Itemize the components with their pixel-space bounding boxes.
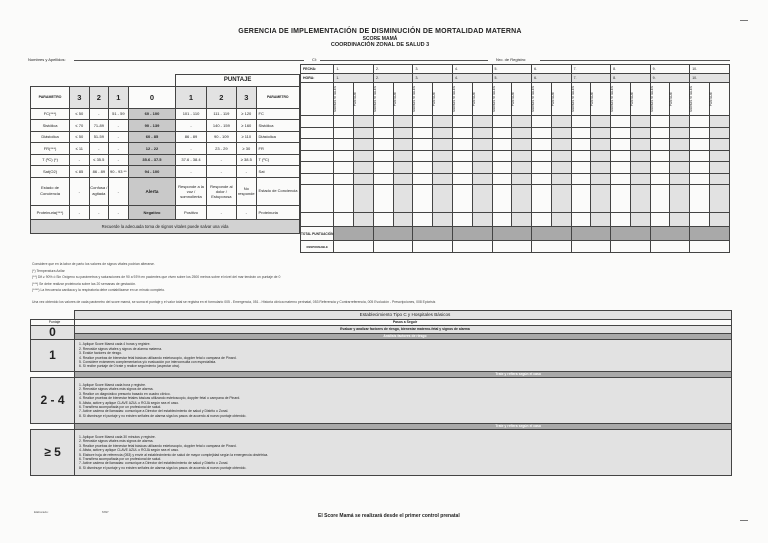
fecha-col-2[interactable]: 2. bbox=[373, 65, 413, 74]
cell: - bbox=[206, 154, 236, 166]
responsable-cell[interactable] bbox=[492, 241, 532, 253]
steps-score-1 bbox=[75, 340, 732, 372]
row-sistolica bbox=[31, 120, 300, 132]
cell: - bbox=[89, 108, 109, 120]
record-label: Nro. de Registro: bbox=[496, 57, 527, 62]
cell-normal: Alerta bbox=[128, 177, 176, 205]
evaluar-label: Evaluar y analizar factores de riesgo, bienestar materno-fetal y signos de alarma bbox=[75, 326, 732, 334]
parametro-header: PARAMETRO bbox=[31, 86, 70, 108]
cell: 140 - 159 bbox=[206, 120, 236, 132]
ci-field[interactable] bbox=[320, 60, 488, 61]
cell: ≥ 38.5 bbox=[237, 154, 257, 166]
pasos-label: Pasos a Seguir bbox=[75, 320, 732, 326]
param-label-right: FC bbox=[256, 108, 299, 120]
score-1-label: 1 bbox=[31, 340, 75, 372]
traslado-label: Trate y refiera según el caso bbox=[75, 372, 732, 378]
cell: - bbox=[176, 143, 206, 155]
score-2-right: 2 bbox=[206, 86, 236, 108]
puntaje-label: Puntaje bbox=[31, 320, 75, 326]
cell: 51 - 59 bbox=[109, 108, 129, 120]
responsable-cell[interactable] bbox=[650, 241, 690, 253]
puntaje-col: PUNTAJE bbox=[511, 91, 516, 107]
signos-vitales-col: SIGNOS VITALES bbox=[372, 85, 377, 113]
total-puntuacion-label: TOTAL PUNTUACIÓN bbox=[301, 227, 334, 241]
total-cell[interactable] bbox=[611, 227, 651, 241]
param-label: Sistólica bbox=[31, 120, 70, 132]
signos-vitales-col: SIGNOS VITALES bbox=[689, 85, 694, 113]
step: 2. Reevalúe signos vitales más signos de alarma. bbox=[79, 439, 154, 444]
step: 4. Realice pruebas de bienestar fetal básicas utilizando estetoscopio, doppler fetal o campana de Pinard. bbox=[79, 355, 237, 360]
cell: - bbox=[237, 166, 257, 178]
cell: - bbox=[109, 205, 129, 219]
step: 2. Reevalúe signos vitales más signos de alarma. bbox=[79, 387, 154, 392]
cell: - bbox=[89, 143, 109, 155]
hora-col-10[interactable]: 10. bbox=[690, 74, 730, 83]
signos-vitales-col: SIGNOS VITALES bbox=[452, 85, 456, 113]
hora-col-2[interactable]: 2. bbox=[373, 74, 413, 83]
parametro-header-right: PARAMETRO bbox=[256, 86, 299, 108]
cell: ≥ 110 bbox=[237, 131, 257, 143]
cell: ≤ 35.5 bbox=[89, 154, 109, 166]
total-cell[interactable] bbox=[650, 227, 690, 241]
cell: ≤ 70 bbox=[70, 120, 90, 132]
step: 5. Alista, active y aplique CLAVE AZUL o ROJA según sea el caso. bbox=[79, 400, 180, 405]
param-label: Diástolica bbox=[31, 131, 70, 143]
hora-col-3[interactable]: 3. bbox=[413, 74, 453, 83]
param-label: Sat(O2) bbox=[31, 166, 70, 178]
step: 4. Alista, active y aplique CLAVE AZUL o ROJA según sea el caso. bbox=[79, 448, 180, 453]
crop-mark bbox=[740, 20, 748, 21]
score-2-left: 2 bbox=[89, 86, 109, 108]
puntaje-col: PUNTAJE bbox=[471, 91, 476, 107]
cell: ≤ 50 bbox=[70, 131, 90, 143]
score-1-left: 1 bbox=[109, 86, 129, 108]
analisis-label: Análisis factores de riesgo bbox=[75, 333, 732, 339]
puntaje-col: PUNTAJE bbox=[669, 91, 674, 107]
step: 1. Aplique Score Mamá cada 4 horas y registre. bbox=[79, 342, 151, 347]
responsable-label: RESPONSABLE bbox=[301, 241, 334, 253]
signos-vitales-col: SIGNOS VITALES bbox=[333, 85, 338, 113]
protocol-table bbox=[30, 310, 732, 476]
cell-normal: Negativo bbox=[128, 205, 176, 219]
reminder-banner: Recuerde la adecuada toma de signos vitales puede salvar una vida bbox=[31, 219, 300, 233]
puntaje-col: PUNTAJE bbox=[708, 91, 713, 107]
cell: Responde a la voz / somnolienta bbox=[176, 177, 206, 205]
form-title: GERENCIA DE IMPLEMENTACIÓN DE DISMINUCIÓN DE MORTALIDAD MATERNA bbox=[238, 28, 522, 35]
step: 6. Transfiera acompañada por un profesional de salud. bbox=[79, 456, 162, 461]
cell: 90 - 93 ** bbox=[109, 166, 129, 178]
step: 7. Active cadena de llamadas: comunique a Director del establecimiento de salud y Distrito o Zonal. bbox=[79, 461, 229, 466]
cell: ≥ 30 bbox=[237, 143, 257, 155]
row-proteinuria bbox=[31, 205, 300, 219]
param-label-right: Diástolica bbox=[256, 131, 299, 143]
score-2-4-label: 2 - 4 bbox=[31, 378, 75, 424]
cell: Positivo bbox=[176, 205, 206, 219]
cell: ≤ 50 bbox=[70, 108, 90, 120]
cell-normal: 35.6 - 37.5 bbox=[128, 154, 176, 166]
responsable-cell[interactable] bbox=[373, 241, 413, 253]
fecha-col-8[interactable]: 8. bbox=[611, 65, 651, 74]
cell-normal: 90 - 139 bbox=[128, 120, 176, 132]
signos-vitales-col: SIGNOS VITALES bbox=[531, 85, 536, 113]
cell: - bbox=[176, 120, 206, 132]
step: 7. Active cadena de llamadas: comunique a Director del establecimiento de salud y Distrito o Zonal. bbox=[79, 409, 229, 414]
signos-vitales-col: SIGNOS VITALES bbox=[491, 85, 496, 113]
param-label: Proteinuria(***) bbox=[31, 205, 70, 219]
steps-score-5 bbox=[75, 430, 732, 476]
signos-vitales-col: SIGNOS VITALES bbox=[610, 85, 615, 113]
monitoring-grid bbox=[300, 64, 730, 253]
fecha-col-4[interactable]: 4. bbox=[453, 65, 493, 74]
crop-mark bbox=[740, 520, 748, 521]
cell: ≥ 160 bbox=[237, 120, 257, 132]
param-label-right: FR bbox=[256, 143, 299, 155]
cell: 37.6 - 38.4 bbox=[176, 154, 206, 166]
cell: 23 - 29 bbox=[206, 143, 236, 155]
step: 3. Evalúe factores de riesgo. bbox=[79, 351, 122, 356]
cell-normal: 60 - 100 bbox=[128, 108, 176, 120]
cell: 90 - 109 bbox=[206, 131, 236, 143]
cell: 51-59 bbox=[89, 131, 109, 143]
puntaje-col: PUNTAJE bbox=[590, 91, 595, 107]
row-fr bbox=[31, 143, 300, 155]
fecha-col-3[interactable]: 3. bbox=[413, 65, 453, 74]
row-conciencia bbox=[31, 177, 300, 205]
cell: - bbox=[109, 131, 129, 143]
name-label: Nombres y Apellidos: bbox=[28, 57, 66, 62]
establishment-title: Establecimiento Tipo C y Hospitales Básicos bbox=[75, 311, 732, 320]
row-fc bbox=[31, 108, 300, 120]
note-line: Una vez obtenido los valores de cada parámetro del score mamá, se suma el puntaje y el valor total se registra en el formulario 005 - Emergencia, 051 - Historia clínica materno perinatal, 053 Referencia y Contrarreferencia, 005 Evolución - Prescripciones, 008 Epicrisis bbox=[32, 300, 436, 304]
puntaje-col: PUNTAJE bbox=[353, 91, 358, 107]
note-line: (**) Dif ≥ 90% ó Sin Oxígeno su parámetros y saturaciones de 90 a 93% en pacientes que viven sobre los 2500 metros sobre el nivel del mar tendrán un puntaje de 0 bbox=[32, 275, 281, 279]
signos-vitales-col: SIGNOS VITALES bbox=[412, 85, 417, 113]
note-line: Considere que en la labor de parto los valores de signos vitales podrían alterarse. bbox=[32, 262, 155, 266]
footer-note: El Score Mamá se realizará desde el primer control prenatal bbox=[318, 513, 460, 519]
step: 5. Considere exámenes complementarios y/o evaluación por interconsulta con especialista. bbox=[79, 359, 217, 364]
param-label-right: Proteinuria bbox=[256, 205, 299, 219]
hora-col-7[interactable]: 7. bbox=[571, 74, 611, 83]
puntaje-col: PUNTAJE bbox=[629, 91, 634, 107]
step: 6. Transfiera acompañada por un profesional de salud. bbox=[79, 404, 162, 409]
hora-col-6[interactable]: 6. bbox=[532, 74, 572, 83]
steps-score-2-4 bbox=[75, 378, 732, 424]
step: 3. Realice un diagnóstico presunto basado en cuadro clínico. bbox=[79, 391, 171, 396]
total-cell[interactable] bbox=[492, 227, 532, 241]
fecha-col-6[interactable]: 6. bbox=[532, 65, 572, 74]
cell: - bbox=[89, 205, 109, 219]
param-label: FR(***) bbox=[31, 143, 70, 155]
cell: - bbox=[237, 205, 257, 219]
step: 8. Si disminuye el puntaje y no existen señales de alarma siga los pasos de acuerdo al nuevo puntaje obtenido. bbox=[79, 413, 247, 418]
cell: 71-89 bbox=[89, 120, 109, 132]
cell: ≥ 120 bbox=[237, 108, 257, 120]
cell: No responde bbox=[237, 177, 257, 205]
score-0: 0 bbox=[128, 86, 176, 108]
cell: ≤ 85 bbox=[70, 166, 90, 178]
fecha-col-10[interactable]: 10. bbox=[690, 65, 730, 74]
row-saturacion bbox=[31, 166, 300, 178]
cell: - bbox=[70, 205, 90, 219]
fecha-col-7[interactable]: 7. bbox=[571, 65, 611, 74]
cell: - bbox=[206, 166, 236, 178]
total-cell[interactable] bbox=[571, 227, 611, 241]
responsable-cell[interactable] bbox=[690, 241, 730, 253]
row-diastolica bbox=[31, 131, 300, 143]
cell: - bbox=[70, 154, 90, 166]
responsable-cell[interactable] bbox=[413, 241, 453, 253]
cell: - bbox=[109, 177, 129, 205]
cell: 86 - 89 bbox=[176, 131, 206, 143]
param-label: Estado de Conciencia bbox=[31, 177, 70, 205]
puntaje-col: PUNTAJE bbox=[432, 91, 437, 107]
cell: ≤ 11 bbox=[70, 143, 90, 155]
cell: Responde al dolor / Estuporosa bbox=[206, 177, 236, 205]
step: 6. Si recibe puntaje de 0 trate y realice seguimiento (aspectar otra). bbox=[79, 364, 181, 369]
score-1-right: 1 bbox=[176, 86, 206, 108]
footer-mid: MSP bbox=[102, 510, 109, 514]
total-cell[interactable] bbox=[690, 227, 730, 241]
param-label-right: Estado de Conciencia bbox=[256, 177, 299, 205]
total-cell[interactable] bbox=[334, 227, 374, 241]
score-3-left: 3 bbox=[70, 86, 90, 108]
cell-normal: 12 - 22 bbox=[128, 143, 176, 155]
cell: - bbox=[109, 120, 129, 132]
hora-col-4[interactable]: 4. bbox=[453, 74, 493, 83]
fecha-col-9[interactable]: 9. bbox=[650, 65, 690, 74]
responsable-cell[interactable] bbox=[453, 241, 493, 253]
fecha-label: FECHA: bbox=[301, 65, 334, 74]
param-label-right: Sat bbox=[256, 166, 299, 178]
score-3-right: 3 bbox=[237, 86, 257, 108]
hora-col-8[interactable]: 8. bbox=[611, 74, 651, 83]
cell: - bbox=[70, 177, 90, 205]
cell-normal: 94 - 100 bbox=[128, 166, 176, 178]
grid-corner bbox=[301, 83, 334, 116]
form-unit: COORDINACIÓN ZONAL DE SALUD 3 bbox=[330, 42, 430, 48]
cell: - bbox=[206, 205, 236, 219]
traslado-label: Trate y refiera según el caso bbox=[75, 424, 732, 430]
cell: Confusa / agitada bbox=[89, 177, 109, 205]
responsable-cell[interactable] bbox=[532, 241, 572, 253]
hora-label: HORA: bbox=[301, 74, 334, 83]
score-0-label: 0 bbox=[31, 326, 75, 340]
step: 2. Reevalúe signos vitales y signos de alarma materna. bbox=[79, 346, 163, 351]
cell: - bbox=[176, 166, 206, 178]
hora-col-5[interactable]: 5. bbox=[492, 74, 532, 83]
note-line: (***) Se debe realizar proteinuria sobre las 20 semanas de gestación. bbox=[32, 282, 137, 286]
step: 1. Aplique Score Mamá cada hora y registre. bbox=[79, 382, 146, 387]
row-temperatura bbox=[31, 154, 300, 166]
signos-vitales-col: SIGNOS VITALES bbox=[649, 85, 654, 113]
cell: - bbox=[109, 154, 129, 166]
note-line: (****) La frecuencia cardiaca y la respiratoria debe contabilizarse en un minuto completo. bbox=[32, 288, 166, 292]
note-line: (*) Temperatura Axilar bbox=[32, 269, 65, 273]
puntaje-col: PUNTAJE bbox=[392, 91, 397, 107]
ci-label: CI: bbox=[312, 57, 318, 62]
responsable-cell[interactable] bbox=[334, 241, 374, 253]
score-5-label: ≥ 5 bbox=[31, 430, 75, 476]
cell: 86 - 89 bbox=[89, 166, 109, 178]
fecha-col-1[interactable]: 1. bbox=[334, 65, 374, 74]
step: 4. Realice pruebas de bienestar fetales básicas utilizando estetoscopio, doppler fetal o campana de Pinard. bbox=[79, 396, 241, 401]
step: 3. Realice pruebas de bienestar fetal básicas utilizando estetoscopio, doppler fetal o campana de Pinard. bbox=[79, 443, 237, 448]
param-label: T (ºC) (*) bbox=[31, 154, 70, 166]
footer-left: Elaborado: bbox=[34, 510, 49, 514]
responsable-cell[interactable] bbox=[611, 241, 651, 253]
step: 8. Si disminuye el puntaje y no existen señales de alarma siga los pasos de acuerdo al nuevo puntaje obtenido. bbox=[79, 465, 247, 470]
name-field[interactable] bbox=[74, 60, 304, 61]
puntaje-col: PUNTAJE bbox=[550, 91, 555, 107]
total-cell[interactable] bbox=[413, 227, 453, 241]
puntaje-header: PUNTAJE bbox=[176, 75, 300, 87]
hora-col-9[interactable]: 9. bbox=[650, 74, 690, 83]
score-table bbox=[30, 74, 300, 234]
param-label-right: Sistólica bbox=[256, 120, 299, 132]
cell: 111 - 119 bbox=[206, 108, 236, 120]
hora-col-1[interactable]: 1. bbox=[334, 74, 374, 83]
step: 1. Aplique Score Mamá cada 30 minutos y registre. bbox=[79, 434, 156, 439]
responsable-cell[interactable] bbox=[571, 241, 611, 253]
form-subtitle: SCORE MAMÁ bbox=[362, 36, 398, 42]
cell: 101 - 110 bbox=[176, 108, 206, 120]
param-label: FC(***) bbox=[31, 108, 70, 120]
fecha-col-5[interactable]: 5. bbox=[492, 65, 532, 74]
total-cell[interactable] bbox=[453, 227, 493, 241]
record-field[interactable] bbox=[540, 60, 730, 61]
cell: - bbox=[109, 143, 129, 155]
signos-vitales-col: SIGNOS VITALES bbox=[570, 85, 575, 113]
step: 5. Elabore hoja de referencia (053) y envíe al establecimiento de salud de mayor complejidad según la emergencia obstétrica. bbox=[79, 452, 269, 457]
param-label-right: T (ºC) bbox=[256, 154, 299, 166]
total-cell[interactable] bbox=[532, 227, 572, 241]
cell-normal: 60 - 85 bbox=[128, 131, 176, 143]
total-cell[interactable] bbox=[373, 227, 413, 241]
